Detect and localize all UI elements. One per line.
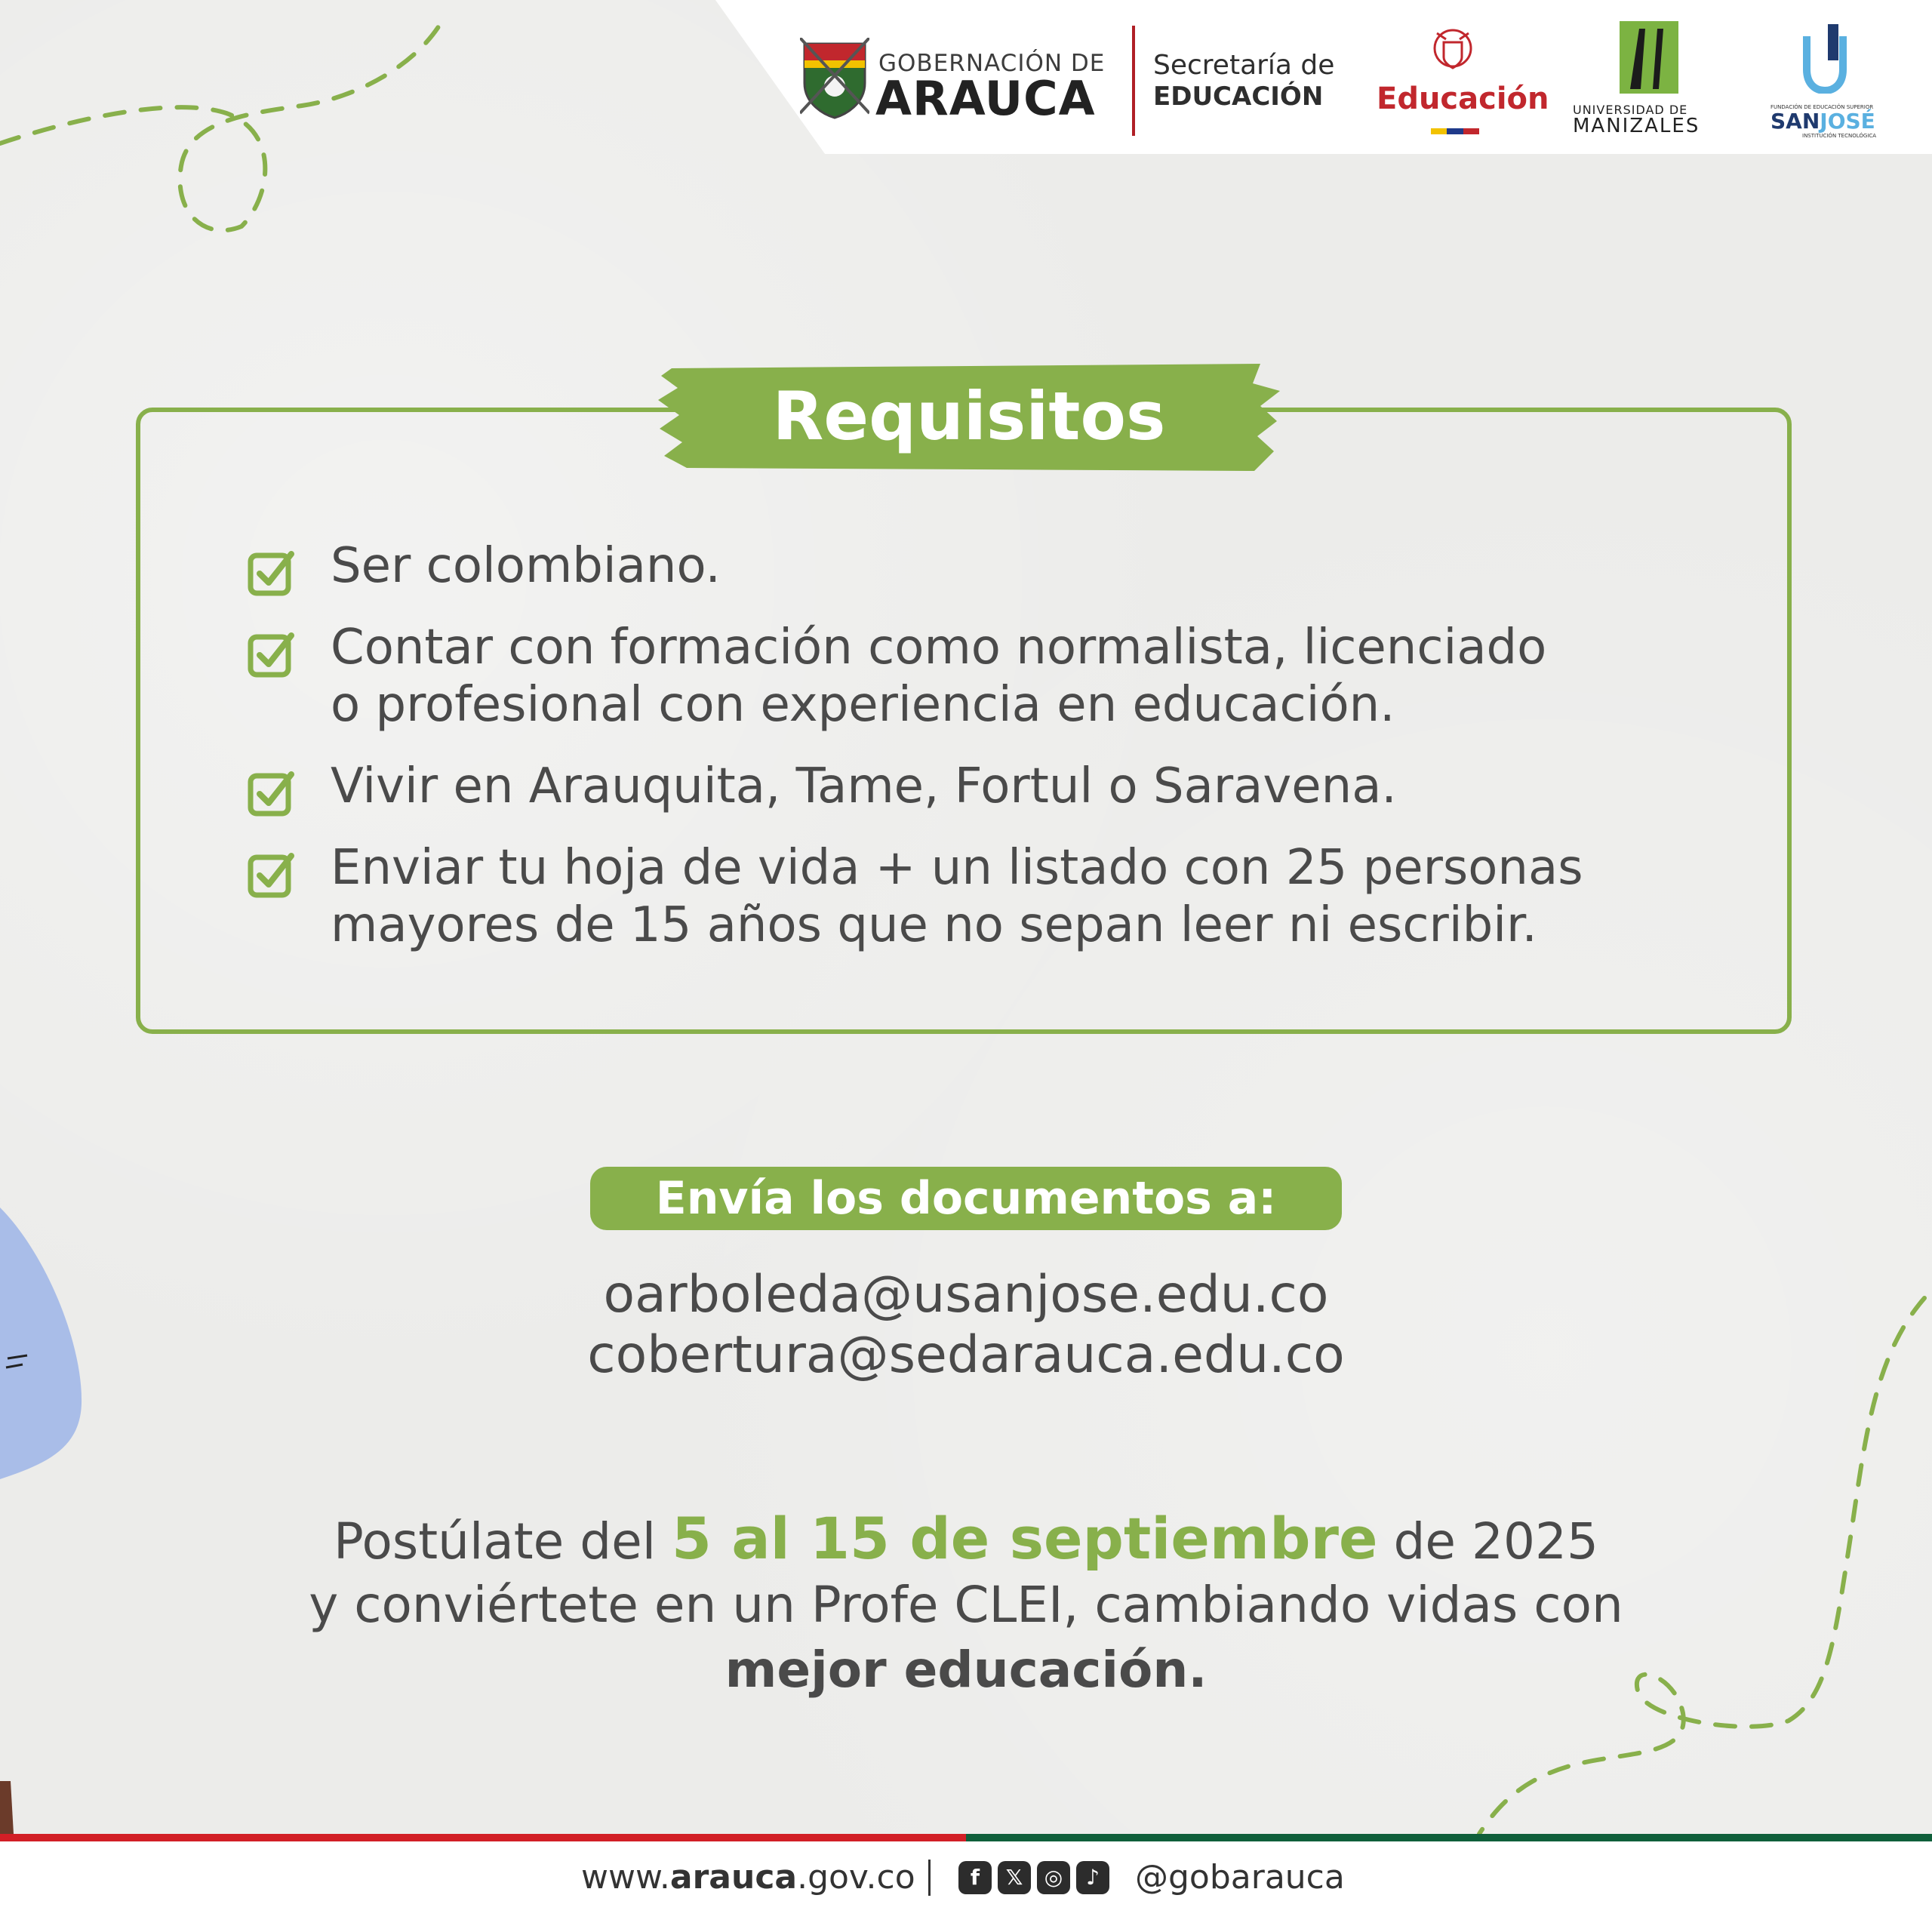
logo-divider [1132,26,1135,136]
requisitos-title: Requisitos [772,377,1166,455]
url-bold: arauca [669,1858,798,1897]
sanjose-sub-text: INSTITUCIÓN TECNOLÓGICA [1802,133,1877,139]
closing-suffix: de 2025 [1377,1512,1598,1571]
checkbox-checked-icon [248,850,297,900]
checkbox-checked-icon [248,548,297,598]
sanjose-small-text: FUNDACIÓN DE EDUCACIÓN SUPERIOR [1770,104,1874,110]
sanjose-name [1770,109,1875,134]
closing-emphasis: mejor educación. [724,1641,1208,1699]
sanjose-jose: JOSÉ [1820,109,1875,134]
secretaria-line1: Secretaría de [1153,50,1335,81]
closing-prefix: Postúlate del [334,1512,672,1571]
checkbox-checked-icon [248,768,297,818]
email-link[interactable]: cobertura@sedarauca.edu.co [587,1325,1345,1385]
website-link[interactable] [581,1858,915,1897]
requisito-text: Contar con formación como normalista, licenciado o profesional con experiencia en educación. [331,620,1547,733]
requisitos-title-banner [657,361,1281,474]
checkbox-checked-icon [248,629,297,679]
url-suffix: .gov.co [797,1858,915,1897]
requisito-text: Vivir en Arauquita, Tame, Fortul o Saravena. [331,758,1397,814]
arauca-shield-icon [800,38,869,119]
x-icon[interactable]: 𝕏 [998,1861,1031,1894]
closing-line1 [0,1506,1932,1574]
social-handle[interactable]: @gobarauca [1135,1858,1345,1897]
gobernacion-top-text: GOBERNACIÓN DE [878,50,1106,77]
universidad-line2: MANIZALES [1573,115,1700,137]
colombia-flag-bar [1431,128,1479,134]
send-docs-label: Envía los documentos a: [655,1172,1277,1225]
gobernacion-logo [800,33,1132,131]
secretaria-line2: EDUCACIÓN [1153,82,1324,112]
tiktok-icon[interactable]: ♪ [1076,1861,1109,1894]
requisito-text: Enviar tu hoja de vida + un listado con 25 personas mayores de 15 años que no sepan leer ni escribir. [331,840,1583,953]
requisito-text: Ser colombiano. [331,538,721,594]
universidad-line1: UNIVERSIDAD DE [1573,103,1688,117]
email-link[interactable]: oarboleda@usanjose.edu.co [603,1265,1329,1324]
footer-divider [928,1860,931,1896]
flag-stripe [0,1834,1932,1841]
sanjose-logo-icon [1801,21,1849,94]
instagram-icon[interactable]: ◎ [1037,1861,1070,1894]
universidad-manizales-logo-icon [1620,21,1678,94]
colombia-emblem-icon [1429,26,1476,78]
closing-line2: y conviértete en un Profe CLEI, cambiando vidas con [309,1576,1623,1634]
closing-line3 [0,1638,1932,1703]
social-icons [958,1861,1109,1894]
facebook-icon[interactable]: f [958,1861,992,1894]
ministerio-educacion-text: Educación [1377,82,1549,116]
sanjose-san: SAN [1770,109,1820,134]
logo-bar-content [715,0,1932,154]
gobernacion-main-text: ARAUCA [875,71,1096,126]
closing-dates: 5 al 15 de septiembre [672,1505,1378,1572]
url-prefix: www. [581,1858,670,1897]
